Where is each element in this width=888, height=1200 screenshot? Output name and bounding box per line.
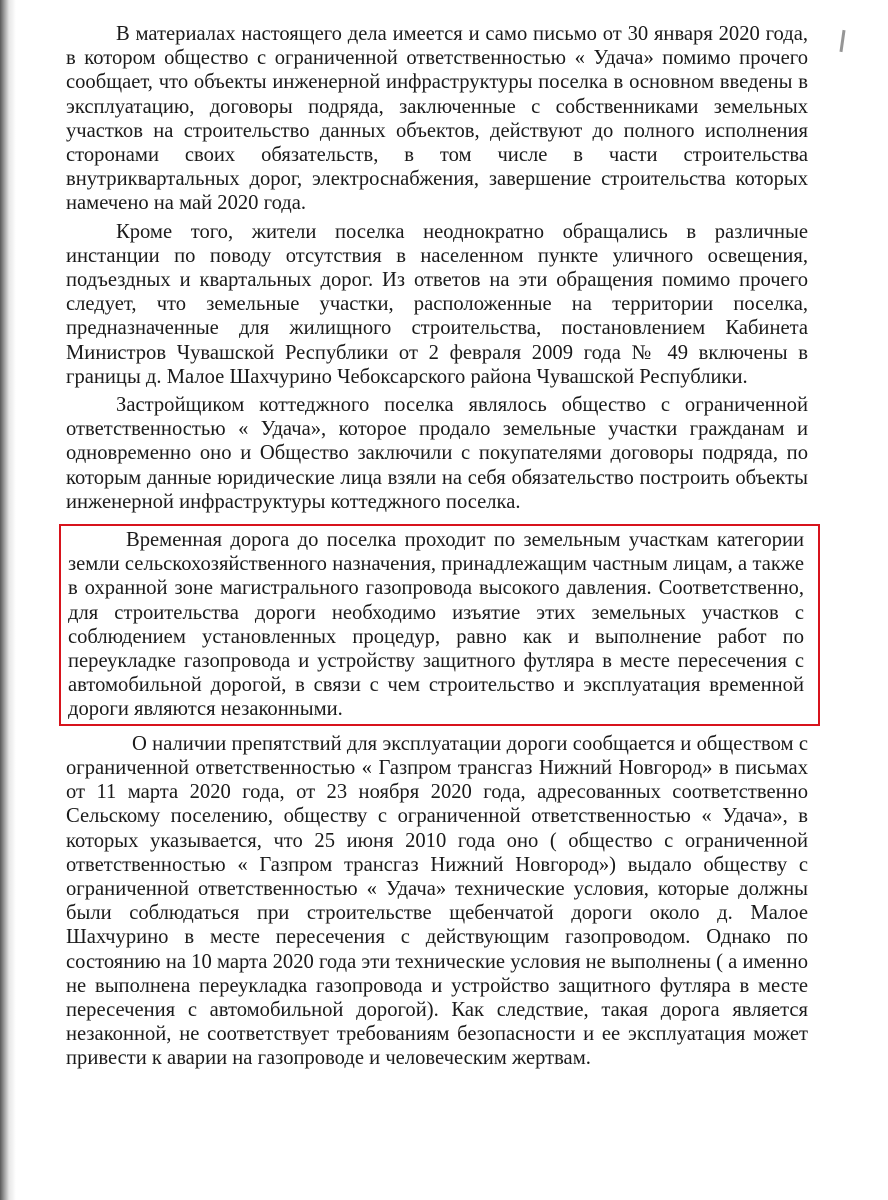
paragraph-developer: Застройщиком коттеджного поселка являлось общество с ограниченной ответственностью « Удача», которое продало земельные участки гражданам и одновременно оно и Общество заключили с покупателями договоры подряда, по которым данные юридические лица взяли на себя обязательство построить объекты инженерной инфраструктуры коттеджного поселка.	[66, 394, 808, 513]
paragraph-letter-udacha: В материалах настоящего дела имеется и само письмо от 30 января 2020 года, в котором общество с ограниченной ответственностью « Удача» помимо прочего сообщает, что объекты инженерной инфраструктуры поселка в основном введены в эксплуатацию, договоры подряда, заключенные с собственниками земельных участков на строительство данных объектов, действуют до полного исполнения сторонами своих обязательств, в том числе в части строительства внутриквартальных дорог, электроснабжения, завершение строительства которых намечено на май 2020 года.	[66, 23, 808, 215]
document-page	[66, 22, 808, 1071]
paragraph-temporary-road: Временная дорога до поселка проходит по земельным участкам категории земли сельскохозяйственного назначения, принадлежащим частным лицам, а также в охранной зоне магистрального газопровода высокого давления. Соответственно, для строительства дороги необходимо изъятие этих земельных участков с соблюдением установленных процедур, равно как и выполнение работ по переукладке газопровода и устройству защитного футляра в месте пересечения с автомобильной дорогой, в связи с чем строительство и эксплуатация временной дороги являются незаконными.	[68, 529, 804, 721]
paragraph-gazprom-letters: О наличии препятствий для эксплуатации дороги сообщается и обществом с ограниченной ответственностью « Газпром трансгаз Нижний Новгород» в письмах от 11 марта 2020 года, от 23 ноября 2020 года, адресованных соответственно Сельскому поселению, обществу с ограниченной ответственностью « Удача», в которых указывается, что 25 июня 2010 года оно ( общество с ограниченной ответственностью « Газпром трансгаз Нижний Новгород») выдало обществу с ограниченной ответственностью « Удача» технические условия, которые должны были соблюдаться при строительстве щебенчатой дороги около д. Малое Шахчурино в месте пересечения с действующим газопроводом. Однако по состоянию на 10 марта 2020 года эти технические условия не выполнены ( а именно не выполнена переукладка газопровода и устройство защитного футляра в месте пересечения с автомобильной дорогой). Как следствие, такая дорога является незаконной, не соответствует требованиям безопасности и ее эксплуатация может привести к аварии на газопроводе и человеческим жертвам.	[66, 732, 808, 1070]
paragraph-residents-appeals: Кроме того, жители поселка неоднократно обращались в различные инстанции по поводу отсутствия в населенном пункте уличного освещения, подъездных и квартальных дорог. Из ответов на эти обращения помимо прочего следует, что земельные участки, расположенные на территории поселка, предназначенные для жилищного строительства, постановлением Кабинета Министров Чувашской Республики от 2 февраля 2009 года № 49 включены в границы д. Малое Шахчурино Чебоксарского района Чувашской Республики.	[66, 220, 808, 388]
scan-edge-shadow	[0, 0, 16, 1200]
scan-edge-mark	[839, 30, 845, 52]
red-highlight-box	[59, 524, 820, 726]
